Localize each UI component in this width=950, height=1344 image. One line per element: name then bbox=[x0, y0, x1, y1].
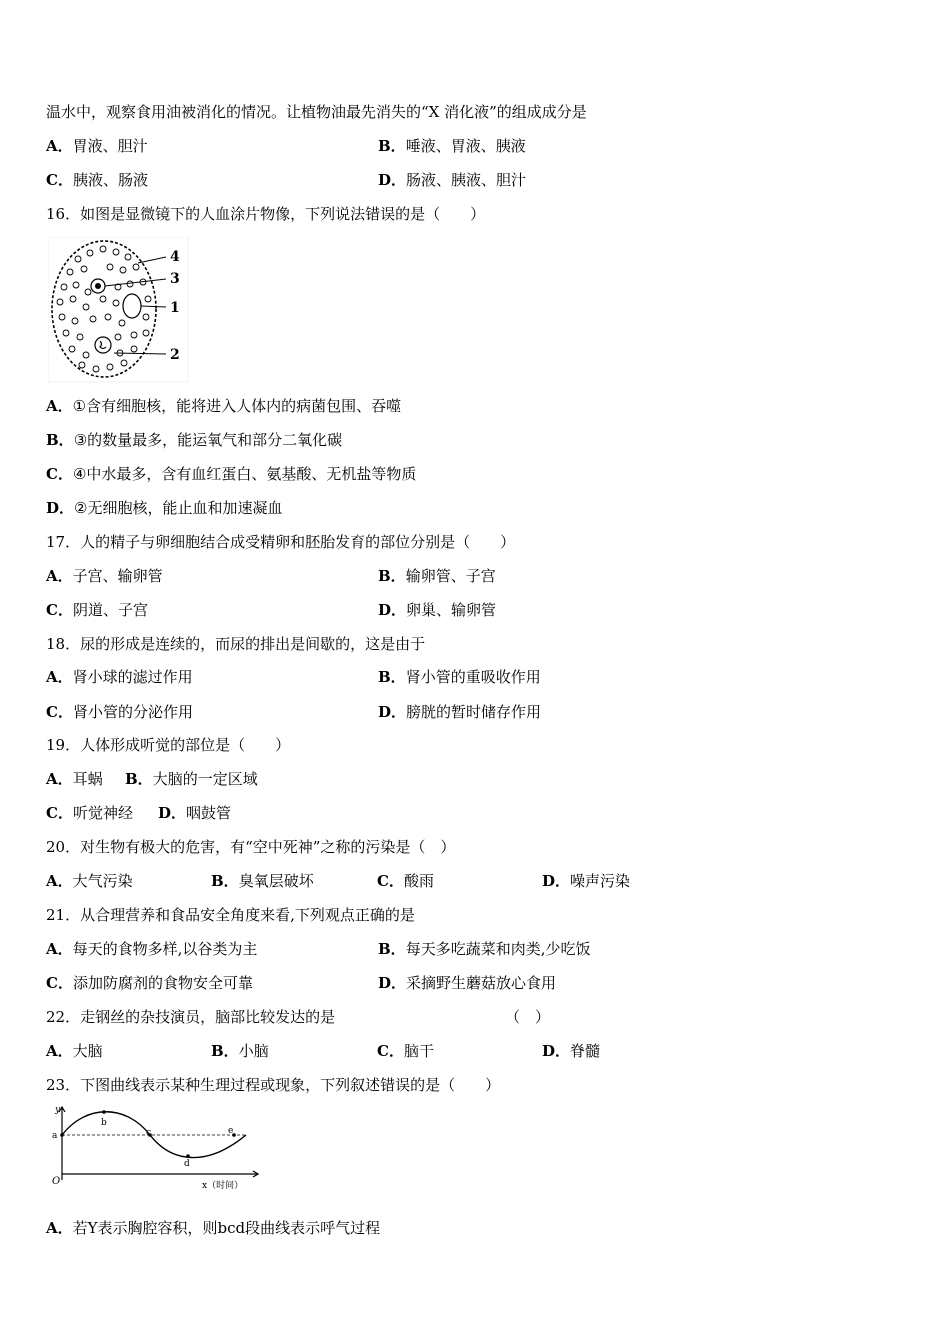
q22-option-c: C．脑干 bbox=[377, 1042, 434, 1060]
q17-option-b: B．输卵管、子宫 bbox=[378, 567, 496, 585]
q22-option-d: D．脊髓 bbox=[542, 1042, 601, 1060]
q15-stem-tail: 温水中，观察食用油被消化的情况。让植物油最先消失的“X 消化液”的组成成分是 bbox=[46, 103, 587, 121]
white-blood-cell-2 bbox=[95, 337, 111, 353]
q22-option-b: B．小脑 bbox=[211, 1042, 269, 1060]
q20-stem: 20．对生物有极大的危害，有“空中死神”之称的污染是（ ） bbox=[46, 838, 456, 856]
nucleus-icon bbox=[95, 283, 101, 289]
q20-option-a: A．大气污染 bbox=[46, 872, 133, 890]
q15-option-a: A．胃液、胆汁 bbox=[46, 137, 148, 155]
origin-label: O bbox=[52, 1176, 61, 1187]
point-label-c: c bbox=[146, 1128, 152, 1138]
q20-option-b: B．臭氧层破坏 bbox=[211, 872, 314, 890]
q17-option-a: A．子宫、输卵管 bbox=[46, 567, 163, 585]
q19-option-a: A．耳蜗 bbox=[46, 770, 103, 788]
q15-option-c: C．胰液、肠液 bbox=[46, 171, 148, 189]
q21-option-c: C．添加防腐剂的食物安全可靠 bbox=[46, 974, 253, 992]
point-label-d: d bbox=[184, 1159, 190, 1169]
q15-option-b: B．唾液、胃液、胰液 bbox=[378, 137, 526, 155]
q17-option-d: D．卵巢、输卵管 bbox=[378, 601, 497, 619]
q16-option-a: A．①含有细胞核，能将进入人体内的病菌包围、吞噬 bbox=[46, 397, 402, 415]
q20-option-c: C．酸雨 bbox=[377, 872, 434, 890]
q20-option-d: D．噪声污染 bbox=[542, 872, 631, 890]
q17-option-c: C．阴道、子宫 bbox=[46, 601, 148, 619]
q22-option-a: A．大脑 bbox=[46, 1042, 103, 1060]
q17-stem: 17．人的精子与卵细胞结合成受精卵和胚胎发育的部位分别是（ ） bbox=[46, 533, 516, 551]
x-axis-label: x（时间） bbox=[202, 1181, 244, 1191]
q19-option-b: B．大脑的一定区域 bbox=[125, 770, 258, 788]
q18-option-b: B．肾小管的重吸收作用 bbox=[378, 668, 541, 686]
q23-stem: 23．下图曲线表示某种生理过程或现象，下列叙述错误的是（ ） bbox=[46, 1076, 501, 1094]
y-axis-label: y bbox=[55, 1105, 61, 1115]
q18-option-a: A．肾小球的滤过作用 bbox=[46, 668, 193, 686]
q18-stem: 18．尿的形成是连续的，而尿的排出是间歇的，这是由于 bbox=[46, 635, 426, 653]
q21-stem: 21．从合理营养和食品安全角度来看,下列观点正确的是 bbox=[46, 906, 415, 924]
figure-label-2: 2 bbox=[170, 347, 180, 363]
q16-option-d: D．②无细胞核，能止血和加速凝血 bbox=[46, 499, 283, 517]
white-blood-cell-1 bbox=[123, 294, 141, 318]
q18-option-d: D．膀胱的暂时储存作用 bbox=[378, 703, 542, 721]
q16-option-b: B．③的数量最多，能运氧气和部分二氧化碳 bbox=[46, 431, 343, 449]
q18-option-c: C．肾小管的分泌作用 bbox=[46, 703, 193, 721]
figure-label-4: 4 bbox=[170, 249, 180, 265]
q23-option-a: A．若Y表示胸腔容积，则bcd段曲线表示呼气过程 bbox=[46, 1219, 381, 1237]
q22-stem: 22．走钢丝的杂技演员，脑部比较发达的是 bbox=[46, 1008, 336, 1026]
q22-answer-blank: （ ） bbox=[505, 1008, 551, 1026]
point-label-b: b bbox=[101, 1118, 107, 1128]
point-label-e: e bbox=[228, 1126, 234, 1136]
q16-stem: 16．如图是显微镜下的人血涂片物像，下列说法错误的是（ ） bbox=[46, 205, 486, 223]
figure-label-3: 3 bbox=[170, 271, 180, 287]
curve-figure bbox=[46, 1102, 266, 1194]
point-label-a: a bbox=[52, 1131, 58, 1141]
q21-option-a: A．每天的食物多样,以谷类为主 bbox=[46, 940, 258, 958]
q19-stem: 19．人体形成听觉的部位是（ ） bbox=[46, 736, 291, 754]
q15-option-d: D．肠液、胰液、胆汁 bbox=[378, 171, 527, 189]
q21-option-b: B．每天多吃蔬菜和肉类,少吃饭 bbox=[378, 940, 591, 958]
q19-option-d: D．咽鼓管 bbox=[158, 804, 232, 822]
figure-label-1: 1 bbox=[170, 300, 180, 316]
blood-smear-figure bbox=[48, 237, 190, 383]
q21-option-d: D．采摘野生蘑菇放心食用 bbox=[378, 974, 557, 992]
q19-option-c: C．听觉神经 bbox=[46, 804, 133, 822]
q16-option-c: C．④中水最多，含有血红蛋白、氨基酸、无机盐等物质 bbox=[46, 465, 417, 483]
